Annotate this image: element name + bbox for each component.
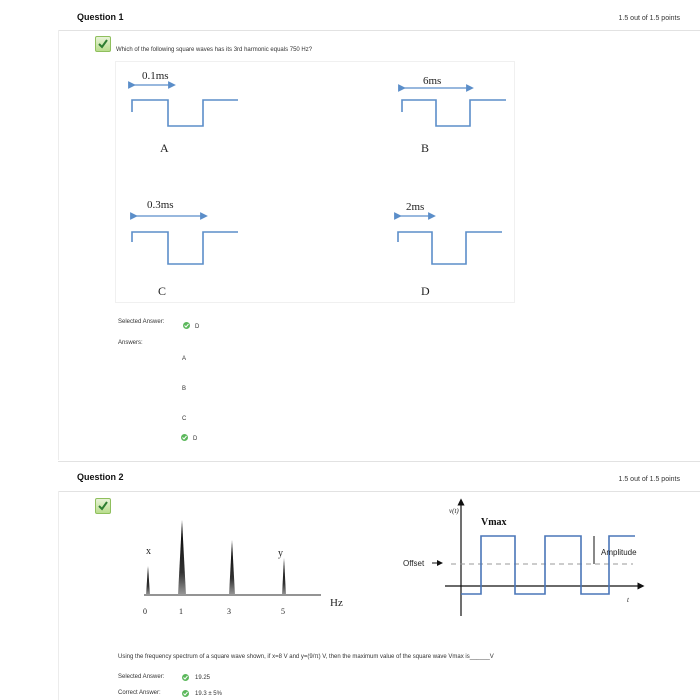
question-2-points: 1.5 out of 1.5 points — [618, 476, 680, 483]
selected-answer-check-icon — [183, 322, 190, 329]
tick-label-1: 1 — [179, 607, 183, 616]
t-axis-label: t — [627, 596, 629, 604]
wave-c-label: C — [158, 284, 167, 298]
offset-square-wave-figure — [395, 498, 683, 626]
answer-option-d: D — [193, 436, 198, 442]
question-1-points: 1.5 out of 1.5 points — [618, 15, 680, 22]
v-axis-label: v(t) — [449, 507, 459, 515]
square-wave-figure-svg — [116, 62, 514, 302]
question-2-divider — [58, 491, 700, 492]
spectrum-peak-3 — [229, 540, 235, 595]
tick-label-3: 3 — [227, 607, 231, 616]
peak-label-y: y — [278, 548, 283, 559]
question-2-text: Using the frequency spectrum of a square wave shown, if x=8 V and y=(9/π) V, then the maximum value of the square wave Vmax is______V — [118, 654, 494, 660]
question-2-left-rule — [58, 491, 59, 700]
wave-a-period-label: 0.1ms — [142, 70, 169, 82]
peak-label-x: x — [146, 546, 151, 557]
question-1-header — [0, 12, 700, 38]
question-2-title: Question 2 — [77, 472, 124, 482]
tick-label-0: 0 — [143, 607, 147, 616]
square-wave-options-figure — [116, 62, 514, 302]
wave-d-period-label: 2ms — [406, 201, 425, 213]
wave-c — [132, 199, 238, 298]
wave-d-label: D — [421, 284, 430, 298]
spectrum-peak-1 — [178, 520, 186, 595]
question-2-header — [0, 472, 700, 498]
offset-wave-svg — [395, 498, 683, 626]
q1-answers-label: Answers: — [118, 340, 143, 346]
tick-label-5: 5 — [281, 607, 285, 616]
question-2-top-divider — [58, 461, 700, 462]
correct-check-icon-q2 — [95, 498, 111, 514]
correct-answer-check-icon — [181, 434, 188, 441]
question-1-divider — [58, 30, 700, 31]
question-1-title: Question 1 — [77, 12, 124, 22]
q2-selected-answer-check-icon — [182, 674, 189, 681]
spectrum-dc-peak — [146, 566, 150, 595]
wave-a — [132, 70, 238, 155]
q2-selected-answer-label: Selected Answer: — [118, 674, 165, 680]
wave-c-period-label: 0.3ms — [147, 199, 174, 211]
answer-option-c: C — [182, 416, 187, 422]
q2-correct-answer-value: 19.3 ± 5% — [195, 691, 222, 697]
question-1-text: Which of the following square waves has its 3rd harmonic equals 750 Hz? — [116, 47, 313, 53]
wave-b — [402, 75, 506, 155]
amplitude-label: Amplitude — [601, 548, 637, 557]
q2-selected-answer-value: 19.25 — [195, 675, 211, 681]
q2-correct-answer-check-icon — [182, 690, 189, 697]
q1-selected-answer-value: D — [195, 324, 200, 330]
answer-option-b: B — [182, 386, 187, 392]
spectrum-svg — [116, 500, 376, 630]
question-1-left-rule — [58, 30, 59, 460]
wave-a-label: A — [160, 141, 169, 155]
wave-d — [398, 201, 502, 298]
wave-b-label: B — [421, 141, 430, 155]
vmax-label: Vmax — [481, 517, 507, 528]
q2-correct-answer-label: Correct Answer: — [118, 690, 161, 696]
q1-selected-answer-label: Selected Answer: — [118, 319, 165, 325]
wave-b-period-label: 6ms — [423, 75, 442, 87]
spectrum-peak-5 — [282, 558, 286, 595]
x-unit-label: Hz — [330, 597, 343, 609]
correct-check-icon — [95, 36, 111, 52]
offset-label: Offset — [403, 559, 425, 568]
frequency-spectrum-figure — [116, 500, 376, 630]
answer-option-a: A — [182, 356, 187, 362]
